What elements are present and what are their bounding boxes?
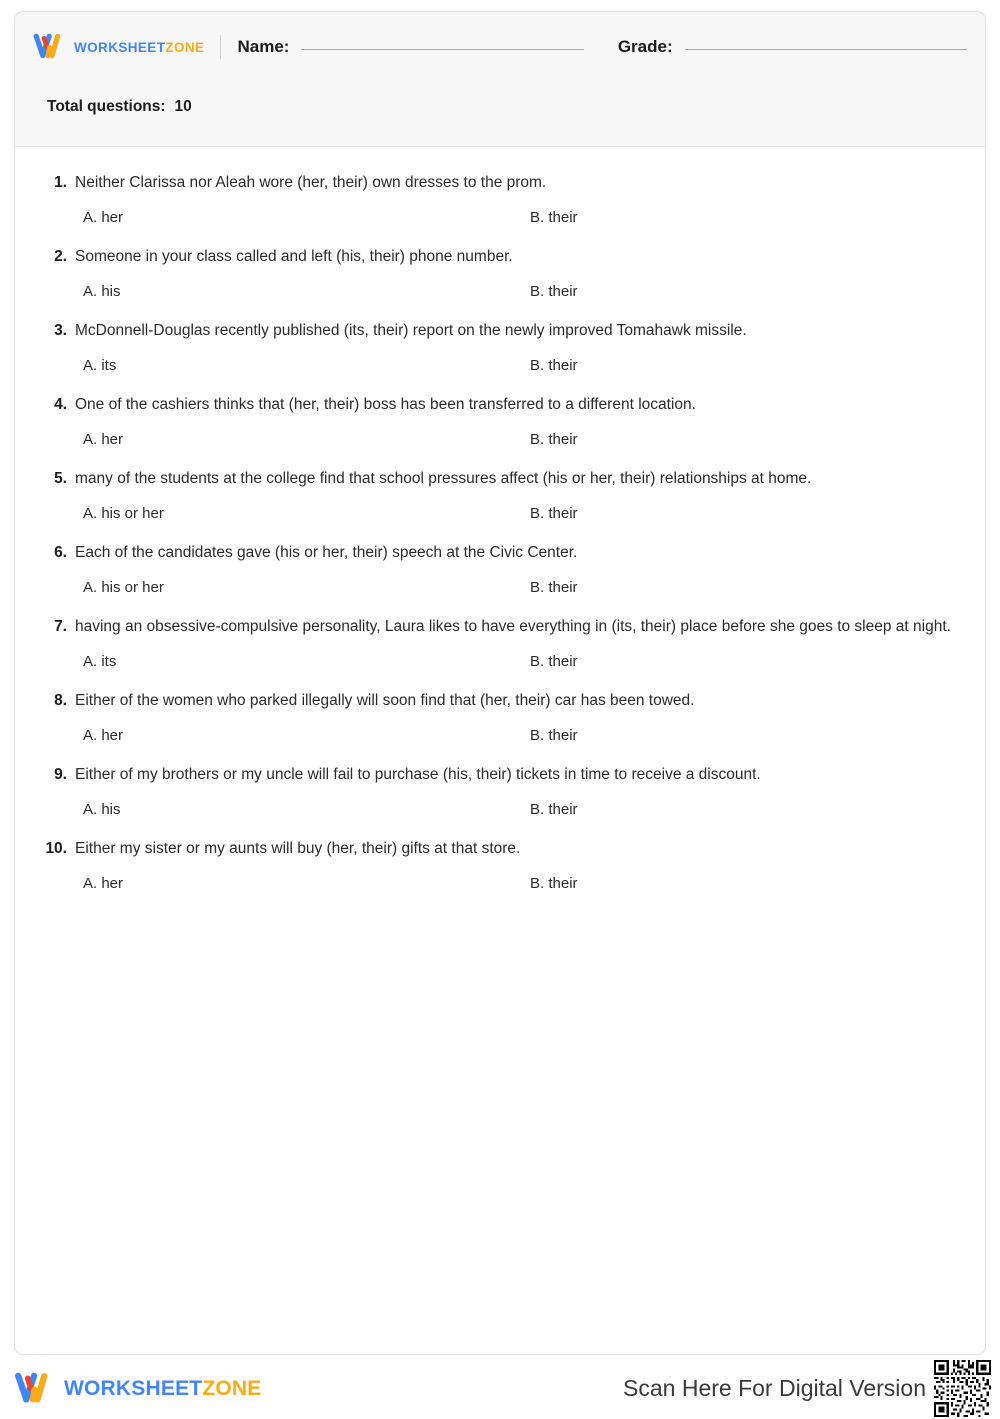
- question-text: many of the students at the college find that school pressures affect (his or her, their) relationships at home.: [75, 470, 812, 488]
- question-options: [45, 577, 955, 598]
- question-item: [45, 615, 955, 672]
- option-b[interactable]: B. their: [530, 579, 578, 597]
- question-options: [45, 651, 955, 672]
- option-b[interactable]: B. their: [530, 727, 578, 745]
- option-a[interactable]: A. her: [83, 875, 124, 893]
- question-item: [45, 171, 955, 228]
- question-line: [45, 171, 955, 195]
- question-options: [45, 725, 955, 746]
- question-options: [45, 799, 955, 820]
- total-questions-row: [15, 64, 985, 116]
- footer-brand-word-zone: ZONE: [202, 1376, 262, 1400]
- grade-input-rule[interactable]: [685, 49, 967, 50]
- questions-list: [15, 147, 985, 894]
- question-text: Someone in your class called and left (his, their) phone number.: [75, 248, 513, 266]
- option-b[interactable]: B. their: [530, 875, 578, 893]
- option-b[interactable]: B. their: [530, 283, 578, 301]
- question-number: 5.: [54, 470, 67, 488]
- question-item: [45, 393, 955, 450]
- question-text: having an obsessive-compulsive personality, Laura likes to have everything in (its, their) place before she goes to sleep at night.: [75, 618, 951, 636]
- question-item: [45, 245, 955, 302]
- option-b[interactable]: B. their: [530, 357, 578, 375]
- footer-brand-wordmark: [64, 1377, 261, 1401]
- worksheet-header: [15, 12, 985, 147]
- qr-code-icon[interactable]: [932, 1358, 993, 1419]
- question-options: [45, 873, 955, 894]
- question-options: [45, 429, 955, 450]
- question-line: [45, 763, 955, 787]
- question-text: McDonnell-Douglas recently published (its, their) report on the newly improved Tomahawk missile.: [75, 322, 747, 340]
- header-divider: [220, 35, 221, 59]
- option-a[interactable]: A. his or her: [83, 579, 164, 597]
- question-number: 8.: [54, 692, 67, 710]
- question-text: Either of my brothers or my uncle will fail to purchase (his, their) tickets in time to receive a discount.: [75, 766, 761, 784]
- option-a[interactable]: A. his or her: [83, 505, 164, 523]
- question-item: [45, 689, 955, 746]
- option-b[interactable]: B. their: [530, 505, 578, 523]
- question-number: 1.: [54, 174, 67, 191]
- question-line: [45, 615, 955, 639]
- question-text: Either my sister or my aunts will buy (her, their) gifts at that store.: [75, 840, 521, 858]
- question-number: 3.: [54, 322, 67, 340]
- name-input-rule[interactable]: [301, 49, 583, 50]
- name-label: Name:: [237, 37, 290, 56]
- grade-label: Grade:: [617, 37, 673, 56]
- question-options: [45, 355, 955, 376]
- option-b[interactable]: B. their: [530, 209, 578, 227]
- question-line: [45, 541, 955, 565]
- header-row: [15, 12, 985, 64]
- total-questions-value: 10: [174, 98, 192, 115]
- question-item: [45, 467, 955, 524]
- footer-brand-logo: [14, 1372, 261, 1406]
- scan-label: Scan Here For Digital Version: [623, 1375, 926, 1401]
- question-item: [45, 541, 955, 598]
- footer-brand-word-worksheet: WORKSHEET: [64, 1376, 203, 1400]
- question-options: [45, 503, 955, 524]
- question-options: [45, 207, 955, 228]
- worksheet-zone-logo-icon: [33, 33, 67, 61]
- question-number: 9.: [54, 766, 67, 784]
- question-options: [45, 281, 955, 302]
- question-item: [45, 319, 955, 376]
- option-b[interactable]: B. their: [530, 431, 578, 449]
- brand-word-worksheet: WORKSHEET: [74, 39, 166, 55]
- question-number: 4.: [54, 396, 67, 414]
- worksheet-zone-logo-icon: [14, 1372, 56, 1406]
- total-questions-label: Total questions:: [47, 98, 166, 115]
- option-a[interactable]: A. his: [83, 801, 121, 819]
- option-b[interactable]: B. their: [530, 801, 578, 819]
- name-field[interactable]: [237, 37, 583, 57]
- question-line: [45, 689, 955, 713]
- question-line: [45, 467, 955, 491]
- option-b[interactable]: B. their: [530, 653, 578, 671]
- question-number: 7.: [54, 618, 67, 636]
- option-a[interactable]: A. her: [83, 727, 124, 745]
- question-text: Each of the candidates gave (his or her, their) speech at the Civic Center.: [75, 544, 578, 562]
- question-text: One of the cashiers thinks that (her, their) boss has been transferred to a different location.: [75, 396, 696, 414]
- question-line: [45, 245, 955, 269]
- option-a[interactable]: A. her: [83, 209, 124, 227]
- grade-field[interactable]: [618, 37, 967, 57]
- option-a[interactable]: A. its: [83, 357, 117, 375]
- worksheet-card: [14, 11, 986, 1355]
- brand-logo: [33, 33, 204, 61]
- question-number: 10.: [45, 840, 67, 858]
- page-footer: [0, 1363, 1000, 1414]
- question-line: [45, 319, 955, 343]
- question-item: [45, 763, 955, 820]
- scan-section: [623, 1358, 993, 1419]
- option-a[interactable]: A. his: [83, 283, 121, 301]
- question-text: Either of the women who parked illegally will soon find that (her, their) car has been towed.: [75, 692, 695, 710]
- option-a[interactable]: A. its: [83, 653, 117, 671]
- question-text: Neither Clarissa nor Aleah wore (her, their) own dresses to the prom.: [75, 174, 547, 191]
- question-item: [45, 837, 955, 894]
- question-line: [45, 393, 955, 417]
- question-number: 2.: [54, 248, 67, 266]
- brand-wordmark: [74, 40, 204, 55]
- option-a[interactable]: A. her: [83, 431, 124, 449]
- question-number: 6.: [54, 544, 67, 562]
- brand-word-zone: ZONE: [165, 39, 205, 55]
- question-line: [45, 837, 955, 861]
